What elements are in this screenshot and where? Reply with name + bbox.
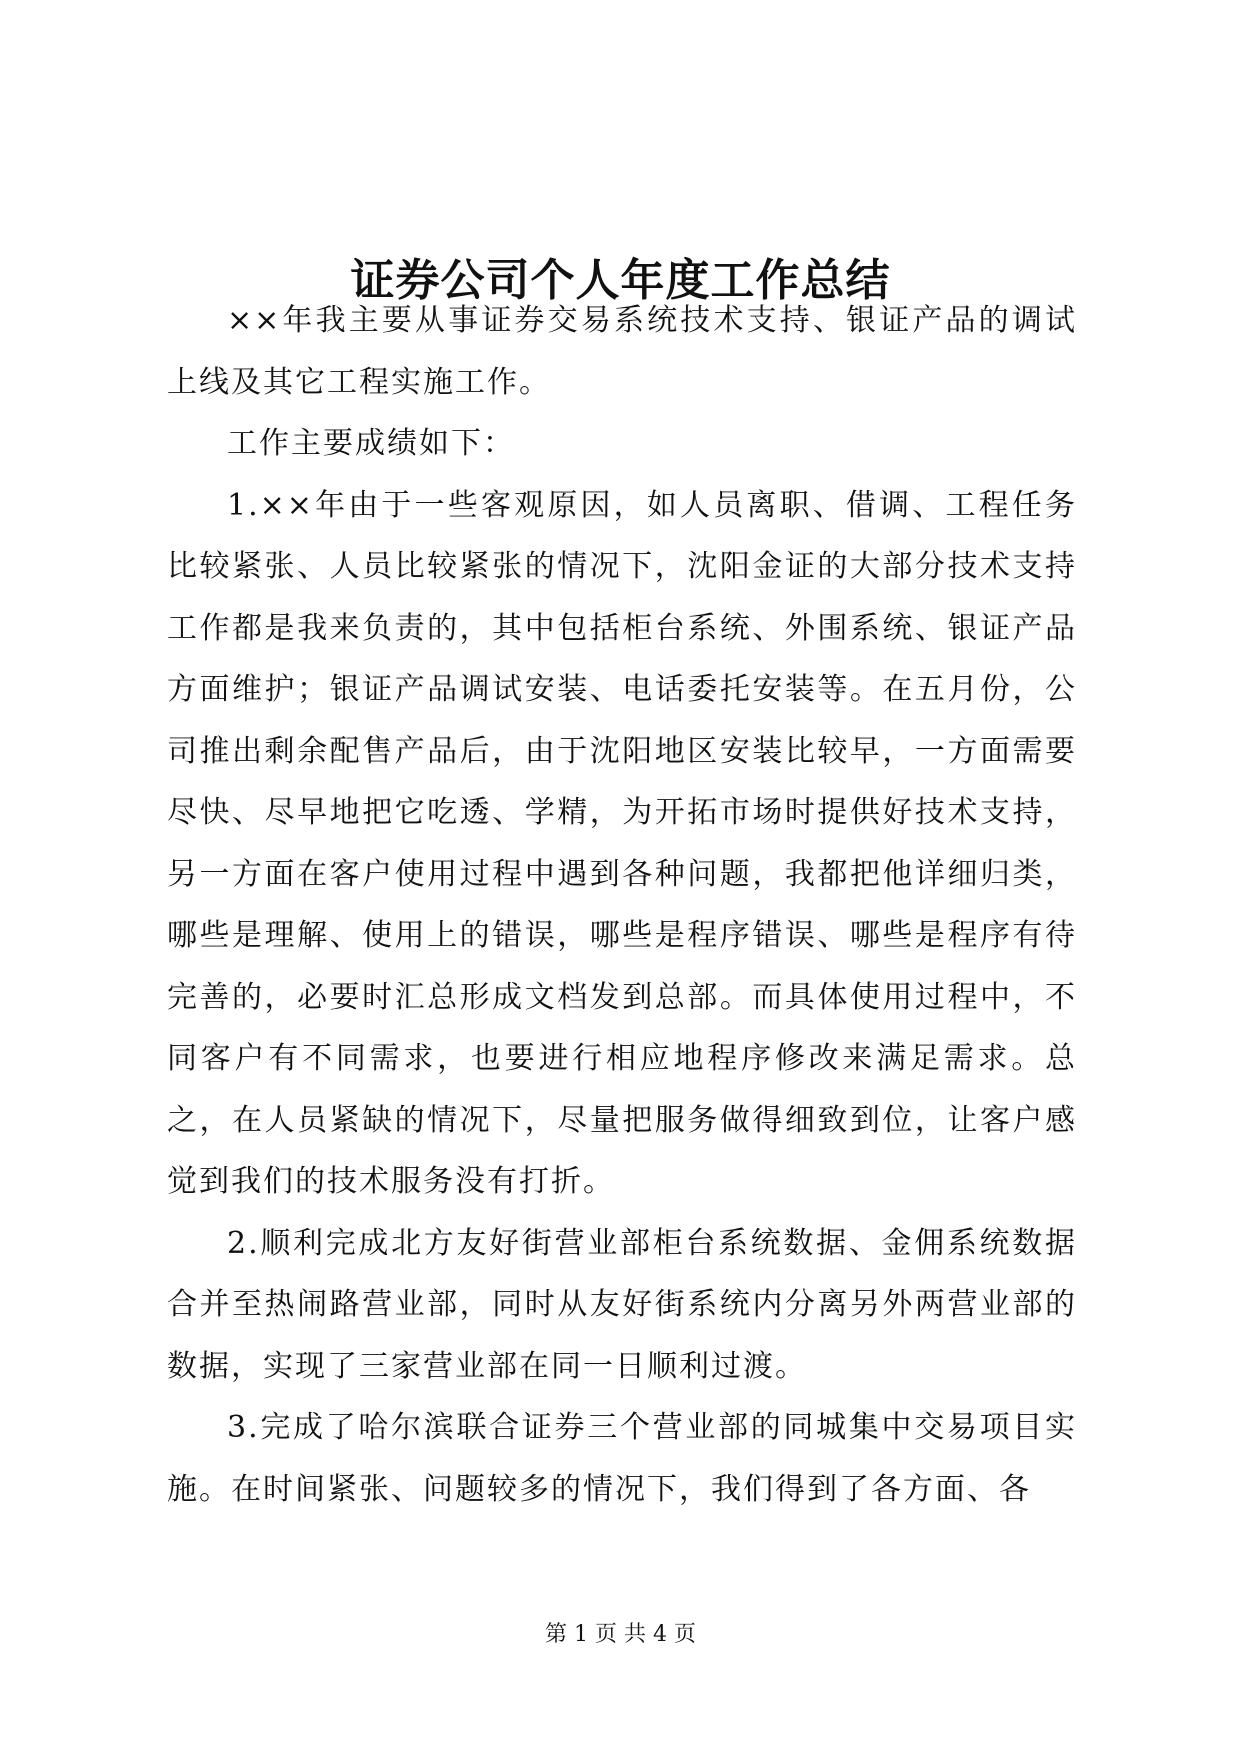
paragraph-achievements-heading: 工作主要成绩如下：: [227, 426, 515, 461]
paragraph-item-1: 1.××年由于一些客观原因，如人员离职、借调、工程任务比较紧张、人员比较紧张的情况下，沈阳金证的大部分技术支持工作都是我来负责的，其中包括柜台系统、外围系统、银证产品方面维护；银证产品调试安装、电话委托安装等。在五月份，公司推出剩余配售产品后，由于沈阳地区安装比较早，一方面需要尽快、尽早地把它吃透、学精，为开拓市场时提供好技术支持，另一方面在客户使用过程中遇到各种问题，我都把他详细归类，哪些是理解、使用上的错误，哪些是程序错误、哪些是程序有待完善的，必要时汇总形成文档发到总部。而具体使用过程中，不同客户有不同需求，也要进行相应地程序修改来满足需求。总之，在人员紧缺的情况下，尽量把服务做得细致到位，让客户感觉到我们的技术服务没有打折。: [167, 487, 1077, 1199]
paragraph-intro: ××年我主要从事证券交易系统技术支持、银证产品的调试上线及其它工程实施工作。: [167, 303, 1077, 400]
paragraph-item-2: 2.顺利完成北方友好街营业部柜台系统数据、金佣系统数据合并至热闹路营业部，同时从友好街系统内分离另外两营业部的数据，实现了三家营业部在同一日顺利过渡。: [167, 1225, 1077, 1384]
document-title: 证券公司个人年度工作总结: [350, 255, 891, 307]
page-number-footer: 第 1 页 共 4 页: [545, 1622, 696, 1647]
document-body: [167, 290, 1077, 1520]
paragraph-item-3: 3.完成了哈尔滨联合证券三个营业部的同城集中交易项目实施。在时间紧张、问题较多的情况下，我们得到了各方面、各: [167, 1410, 1077, 1507]
